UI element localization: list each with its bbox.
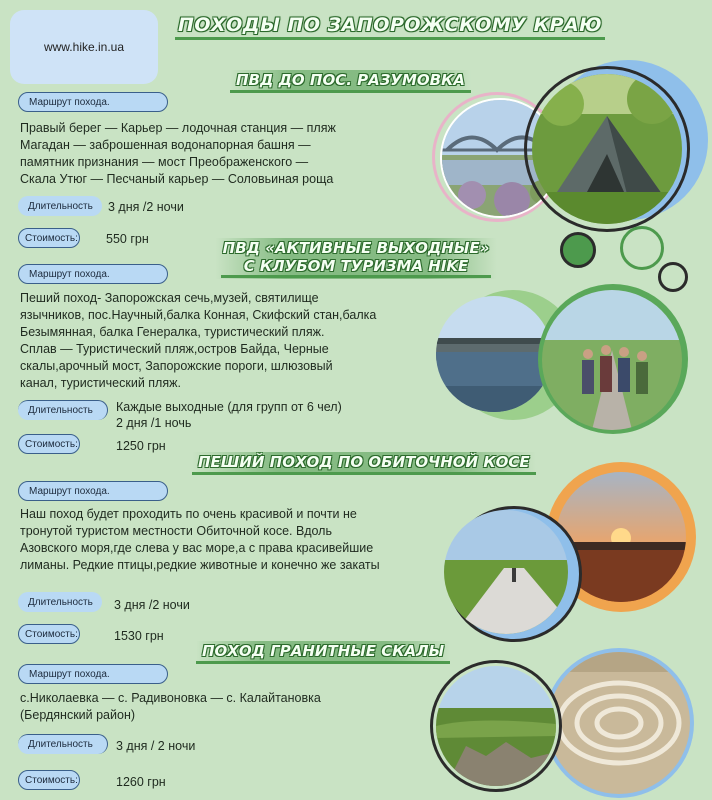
route-line: памятник признания — мост Преображенского — bbox=[20, 155, 309, 169]
section-1-duration-label: Длительность bbox=[18, 196, 102, 216]
section-4-duration: 3 дня / 2 ночи bbox=[116, 739, 196, 753]
section-2-cost: 1250 грн bbox=[116, 439, 166, 453]
section-2-cost-label: Стоимость: bbox=[18, 434, 80, 454]
deco-circle-small-green bbox=[560, 232, 596, 268]
section-3-duration-label: Длительность bbox=[18, 592, 102, 612]
section-2-title-line1: ПВД «АКТИВНЫЕ ВЫХОДНЫЕ» bbox=[222, 239, 490, 257]
route-line: канал, туристический пляж. bbox=[20, 376, 181, 390]
route-line: тронутой туристом местности Обиточной косе. Вдоль bbox=[20, 524, 332, 538]
duration-line: 2 дня /1 ночь bbox=[116, 416, 192, 430]
photo-dam bbox=[436, 296, 552, 412]
route-line: Правый берег — Карьер — лодочная станция — пляж bbox=[20, 121, 336, 135]
route-line: лиманы. Редкие птицы,редкие животные и конечно же закаты bbox=[20, 558, 380, 572]
section-1-duration: 3 дня /2 ночи bbox=[108, 200, 184, 214]
section-2-title-line2: С КЛУБОМ ТУРИЗМА HIKE bbox=[221, 257, 491, 278]
section-2-route-label: Маршрут похода. bbox=[18, 264, 168, 284]
section-2-title bbox=[215, 238, 497, 279]
photo-hikers bbox=[542, 290, 682, 430]
route-line: Пеший поход- Запорожская сечь,музей, святилище bbox=[20, 291, 319, 305]
section-4-title: ПОХОД ГРАНИТНЫЕ СКАЛЫ bbox=[196, 641, 450, 664]
photo-stone-labyrinth bbox=[548, 652, 690, 794]
route-line: (Бердянский район) bbox=[20, 708, 136, 722]
route-line: Сплав — Туристический пляж,остров Байда, Черные bbox=[20, 342, 329, 356]
section-3-cost-label: Стоимость: bbox=[18, 624, 80, 644]
section-3-title: ПЕШИЙ ПОХОД ПО ОБИТОЧНОЙ КОСЕ bbox=[192, 452, 536, 475]
section-1-route-label bbox=[18, 92, 168, 112]
section-3-route-label: Маршрут похода. bbox=[18, 481, 168, 501]
website-url[interactable]: www.hike.in.ua bbox=[43, 40, 125, 54]
section-4-cost-label: Стоимость: bbox=[18, 770, 80, 790]
duration-line: Каждые выходные (для групп от 6 чел) bbox=[116, 400, 342, 414]
section-4-route-label: Маршрут похода. bbox=[18, 664, 168, 684]
section-1-cost: 550 грн bbox=[106, 232, 149, 246]
route-label-text: Маршрут похода. bbox=[29, 96, 110, 108]
section-4-route bbox=[20, 690, 430, 724]
section-1-title: ПВД ДО ПОС. РАЗУМОВКА bbox=[230, 70, 471, 93]
photo-spit bbox=[444, 510, 568, 634]
route-line: Безымянная, балка Генералка, туристический пляж. bbox=[20, 325, 325, 339]
page-title: ПОХОДЫ ПО ЗАПОРОЖСКОМУ КРАЮ bbox=[175, 14, 605, 40]
section-1-route bbox=[20, 120, 430, 188]
route-line: с.Николаевка — с. Радивоновка — с. Калайтановка bbox=[20, 691, 321, 705]
photo-granite-rocks bbox=[436, 666, 556, 786]
section-3-duration: 3 дня /2 ночи bbox=[114, 598, 190, 612]
section-2-duration bbox=[116, 399, 342, 431]
photo-tent bbox=[532, 74, 682, 224]
deco-circle-small-dark bbox=[658, 262, 688, 292]
section-2-duration-label: Длительность bbox=[18, 400, 108, 420]
section-3-route bbox=[20, 506, 440, 574]
deco-circle-small-outline bbox=[620, 226, 664, 270]
route-line: Скала Утюг — Песчаный карьер — Соловьиная роща bbox=[20, 172, 334, 186]
website-box[interactable] bbox=[10, 10, 158, 84]
section-3-cost: 1530 грн bbox=[114, 629, 164, 643]
section-4-cost: 1260 грн bbox=[116, 775, 166, 789]
route-line: Магадан — заброшенная водонапорная башня — bbox=[20, 138, 311, 152]
route-line: язычников, пос.Научный,балка Конная, Скифский стан,балка bbox=[20, 308, 377, 322]
route-line: Азовского моря,где слева у вас море,а с права красивейшие bbox=[20, 541, 374, 555]
section-2-route bbox=[20, 290, 440, 392]
section-4-duration-label: Длительность bbox=[18, 734, 108, 754]
section-1-cost-label: Стоимость: bbox=[18, 228, 80, 248]
route-line: Наш поход будет проходить по очень красивой и почти не bbox=[20, 507, 357, 521]
route-line: скалы,арочный мост, Запорожские пороги, шлюзовый bbox=[20, 359, 333, 373]
